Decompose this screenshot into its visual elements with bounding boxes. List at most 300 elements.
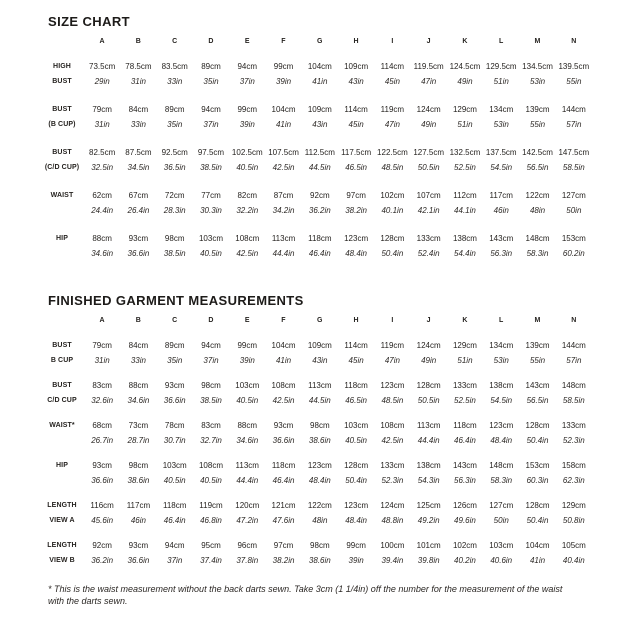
measurement-cell xyxy=(447,59,483,102)
in-value: 36.6in xyxy=(127,249,150,258)
measurement-cell xyxy=(265,458,301,498)
measurement-cell xyxy=(374,102,410,145)
measurement-cell xyxy=(84,538,120,578)
in-value: 28.7in xyxy=(127,436,150,445)
in-value: 34.2in xyxy=(272,206,295,215)
in-value: 48in xyxy=(312,516,328,525)
cm-value: 73cm xyxy=(128,421,149,430)
measurement-cell xyxy=(229,538,265,578)
in-value: 38.2in xyxy=(345,206,367,215)
measurement-cell xyxy=(229,458,265,498)
column-header-e: E xyxy=(244,38,250,45)
cm-value: 108cm xyxy=(271,381,296,390)
waist-footnote: * This is the waist measurement without the back darts sewn. Take 3cm (1 1/4in) off the number for the measurement of the waist with the darts sewn. xyxy=(48,584,563,606)
cm-value: 98cm xyxy=(164,234,185,243)
measurement-cell xyxy=(411,338,447,378)
in-value: 49in xyxy=(421,356,437,365)
cm-value: 119cm xyxy=(199,501,223,510)
measurement-cell xyxy=(556,498,592,538)
cm-value: 134.5cm xyxy=(522,62,553,71)
in-value: 44.1in xyxy=(454,206,476,215)
in-value: 48.5in xyxy=(381,396,404,405)
in-value: 56.5in xyxy=(526,163,549,172)
measurement-cell xyxy=(411,378,447,418)
in-value: 48.4in xyxy=(308,476,331,485)
in-value: 54.5in xyxy=(490,396,513,405)
cm-value: 108cm xyxy=(380,421,405,430)
in-value: 38.6in xyxy=(308,436,331,445)
in-value: 54.4in xyxy=(454,249,476,258)
in-value: 50.4in xyxy=(381,249,404,258)
column-header-l: L xyxy=(498,38,504,45)
cm-value: 128cm xyxy=(380,234,405,243)
measurement-cell xyxy=(483,102,519,145)
cm-value: 128cm xyxy=(416,381,441,390)
measurement-cell xyxy=(120,538,156,578)
measurement-cell xyxy=(193,102,229,145)
in-value: 51in xyxy=(457,120,473,129)
in-value: 50.5in xyxy=(417,163,440,172)
measurement-cell xyxy=(411,498,447,538)
in-value: 34.6in xyxy=(236,436,259,445)
measurement-cell xyxy=(302,59,338,102)
row-label-line: (B CUP) xyxy=(48,121,76,128)
measurement-cell xyxy=(411,188,447,231)
row-label-line: HIGH xyxy=(53,63,71,70)
in-value: 32.7in xyxy=(200,436,222,445)
measurement-cell xyxy=(447,458,483,498)
cm-value: 119cm xyxy=(380,105,405,114)
table-row xyxy=(40,418,592,458)
in-value: 52.4in xyxy=(417,249,440,258)
measurement-cell xyxy=(120,145,156,188)
row-label-line: HIP xyxy=(56,462,68,469)
cm-value: 147.5cm xyxy=(558,148,590,157)
measurement-cell xyxy=(519,188,555,231)
measurement-cell xyxy=(374,458,410,498)
in-value: 50.8in xyxy=(562,516,585,525)
cm-value: 117cm xyxy=(489,191,513,200)
in-value: 38.2in xyxy=(272,556,295,565)
table-row xyxy=(40,498,592,538)
measurement-cell xyxy=(519,231,555,274)
corner-cell xyxy=(40,38,84,59)
cm-value: 134cm xyxy=(489,105,514,114)
measurement-cell xyxy=(519,458,555,498)
measurement-cell xyxy=(229,418,265,458)
cm-value: 79cm xyxy=(92,341,112,350)
cm-value: 93cm xyxy=(128,234,149,243)
in-value: 40.5in xyxy=(200,476,222,485)
row-label-line: C/D CUP xyxy=(47,397,77,404)
in-value: 36.2in xyxy=(308,206,331,215)
in-value: 45in xyxy=(348,356,364,365)
in-value: 36.6in xyxy=(163,396,186,405)
measurement-cell xyxy=(84,188,120,231)
in-value: 35in xyxy=(167,120,183,129)
measurement-cell xyxy=(483,59,519,102)
in-value: 60.2in xyxy=(562,249,585,258)
cm-value: 72cm xyxy=(164,191,185,200)
measurement-cell xyxy=(411,538,447,578)
measurement-cell xyxy=(84,458,120,498)
table-row xyxy=(40,59,592,102)
measurement-cell xyxy=(374,145,410,188)
in-value: 36.2in xyxy=(91,556,114,565)
cm-value: 124cm xyxy=(416,105,441,114)
in-value: 53in xyxy=(529,77,546,86)
in-value: 54.5in xyxy=(490,163,513,172)
cm-value: 104cm xyxy=(307,62,332,71)
cm-value: 143cm xyxy=(452,461,477,470)
measurement-cell xyxy=(229,102,265,145)
in-value: 50.4in xyxy=(345,476,367,485)
measurement-cell xyxy=(265,538,301,578)
in-value: 44.4in xyxy=(417,436,440,445)
in-value: 26.4in xyxy=(127,206,150,215)
cm-value: 93cm xyxy=(92,461,112,470)
in-value: 34.6in xyxy=(91,249,114,258)
in-value: 40.6in xyxy=(490,556,513,565)
in-value: 38.5in xyxy=(200,396,222,405)
measurement-cell xyxy=(338,231,374,274)
column-header-h: H xyxy=(353,38,359,45)
cm-value: 133cm xyxy=(452,381,477,390)
in-value: 31in xyxy=(94,356,110,365)
measurement-cell xyxy=(157,188,193,231)
measurement-cell xyxy=(338,538,374,578)
in-value: 62.3in xyxy=(562,476,585,485)
measurement-cell xyxy=(556,59,592,102)
cm-value: 93cm xyxy=(128,541,149,550)
in-value: 34.5in xyxy=(127,163,150,172)
measurement-cell xyxy=(447,188,483,231)
cm-value: 78cm xyxy=(164,421,185,430)
in-value: 46.4in xyxy=(308,249,331,258)
in-value: 44.4in xyxy=(272,249,295,258)
cm-value: 117.5cm xyxy=(341,148,372,157)
in-value: 50in xyxy=(493,516,509,525)
column-header-j: J xyxy=(426,317,431,324)
cm-value: 127.5cm xyxy=(413,148,445,157)
cm-value: 114cm xyxy=(380,62,405,71)
in-value: 49.2in xyxy=(417,516,440,525)
cm-value: 142.5cm xyxy=(522,148,553,157)
cm-value: 120cm xyxy=(235,501,260,510)
cm-value: 83cm xyxy=(201,421,221,430)
measurement-cell xyxy=(193,59,229,102)
measurement-cell xyxy=(556,538,592,578)
cm-value: 148cm xyxy=(561,381,586,390)
column-header-m: M xyxy=(534,317,541,324)
measurement-cell xyxy=(193,338,229,378)
cm-value: 112cm xyxy=(453,191,477,200)
column-header-b: B xyxy=(135,317,142,324)
cm-value: 128cm xyxy=(525,421,550,430)
in-value: 36.6in xyxy=(272,436,295,445)
row-label-line: LENGTH xyxy=(47,542,77,549)
in-value: 39in xyxy=(348,556,364,565)
in-value: 58.3in xyxy=(490,476,513,485)
row-label-line: BUST xyxy=(52,342,72,349)
measurement-cell xyxy=(483,538,519,578)
cm-value: 101cm xyxy=(416,541,441,550)
table-row xyxy=(40,338,592,378)
measurement-cell xyxy=(265,498,301,538)
in-value: 57in xyxy=(566,120,582,129)
measurement-cell xyxy=(411,59,447,102)
cm-value: 78.5cm xyxy=(125,62,152,71)
column-header-c: C xyxy=(172,317,178,324)
cm-value: 87cm xyxy=(273,191,294,200)
measurement-cell xyxy=(374,231,410,274)
in-value: 47in xyxy=(421,77,437,86)
cm-value: 125cm xyxy=(416,501,441,510)
cm-value: 118cm xyxy=(453,421,477,430)
cm-value: 153cm xyxy=(525,461,550,470)
row-label-line: LENGTH xyxy=(47,502,77,509)
measurement-cell xyxy=(447,418,483,458)
measurement-cell xyxy=(120,458,156,498)
measurement-cell xyxy=(120,231,156,274)
measurement-cell xyxy=(229,231,265,274)
cm-value: 98cm xyxy=(201,381,221,390)
cm-value: 139cm xyxy=(525,341,550,350)
in-value: 48.8in xyxy=(381,516,404,525)
cm-value: 113cm xyxy=(416,421,441,430)
in-value: 40.5in xyxy=(236,396,259,405)
measurement-cell xyxy=(120,188,156,231)
row-label xyxy=(40,498,84,538)
measurement-cell xyxy=(556,102,592,145)
measurement-cell xyxy=(338,498,374,538)
cm-value: 93cm xyxy=(273,421,294,430)
measurement-cell xyxy=(519,145,555,188)
in-value: 46.5in xyxy=(345,163,367,172)
measurement-cell xyxy=(120,498,156,538)
measurement-cell xyxy=(374,188,410,231)
in-value: 40.5in xyxy=(163,476,186,485)
in-value: 39in xyxy=(239,120,255,129)
in-value: 47.2in xyxy=(236,516,259,525)
cm-value: 158cm xyxy=(561,461,586,470)
measurement-cell xyxy=(483,188,519,231)
cm-value: 118cm xyxy=(162,501,187,510)
measurement-cell xyxy=(302,145,338,188)
measurement-cell xyxy=(84,498,120,538)
measurement-cell xyxy=(157,378,193,418)
measurement-cell xyxy=(411,145,447,188)
in-value: 44.5in xyxy=(308,396,331,405)
cm-value: 83cm xyxy=(92,381,112,390)
in-value: 60.3in xyxy=(526,476,549,485)
cm-value: 126cm xyxy=(452,501,477,510)
in-value: 49in xyxy=(421,120,437,129)
row-label xyxy=(40,338,84,378)
cm-value: 108cm xyxy=(235,234,260,243)
measurement-cell xyxy=(447,338,483,378)
cm-value: 92.5cm xyxy=(161,148,188,157)
measurement-cell xyxy=(265,338,301,378)
in-value: 36.6in xyxy=(91,476,114,485)
measurement-cell xyxy=(374,538,410,578)
row-label-line: B CUP xyxy=(50,357,74,364)
in-value: 42.5in xyxy=(381,436,404,445)
cm-value: 124.5cm xyxy=(449,62,481,71)
measurement-cell xyxy=(483,378,519,418)
column-header-g: G xyxy=(317,38,323,45)
cm-value: 113cm xyxy=(308,381,332,390)
measurement-cell xyxy=(374,338,410,378)
cm-value: 114cm xyxy=(344,341,368,350)
measurement-cell xyxy=(338,378,374,418)
in-value: 38.5in xyxy=(200,163,222,172)
column-header-m: M xyxy=(534,38,541,45)
measurement-cell xyxy=(483,338,519,378)
measurement-cell xyxy=(265,59,301,102)
row-label xyxy=(40,145,84,188)
size-chart-table xyxy=(40,38,592,274)
cm-value: 114cm xyxy=(344,105,368,114)
cm-value: 133cm xyxy=(416,234,441,243)
cm-value: 94cm xyxy=(201,341,221,350)
in-value: 46.8in xyxy=(200,516,222,525)
in-value: 46.4in xyxy=(163,516,186,525)
cm-value: 124cm xyxy=(416,341,441,350)
in-value: 54.3in xyxy=(417,476,440,485)
measurement-cell xyxy=(556,145,592,188)
in-value: 37in xyxy=(203,356,219,365)
measurement-cell xyxy=(157,231,193,274)
in-value: 39.8in xyxy=(417,556,440,565)
measurement-cell xyxy=(120,338,156,378)
cm-value: 138cm xyxy=(416,461,441,470)
cm-value: 122cm xyxy=(525,191,550,200)
in-value: 35in xyxy=(203,77,219,86)
measurement-cell xyxy=(120,418,156,458)
cm-value: 128cm xyxy=(525,501,550,510)
cm-value: 133cm xyxy=(561,421,586,430)
in-value: 42.5in xyxy=(236,249,259,258)
in-value: 40.2in xyxy=(454,556,476,565)
in-value: 53in xyxy=(493,356,509,365)
measurement-cell xyxy=(157,538,193,578)
measurement-cell xyxy=(447,498,483,538)
measurement-cell xyxy=(265,418,301,458)
cm-value: 67cm xyxy=(128,191,149,200)
in-value: 50.4in xyxy=(526,516,549,525)
cm-value: 98cm xyxy=(310,421,330,430)
cm-value: 96cm xyxy=(237,541,258,550)
cm-value: 133cm xyxy=(380,461,405,470)
cm-value: 109cm xyxy=(307,105,332,114)
in-value: 37in xyxy=(203,120,219,129)
cm-value: 88cm xyxy=(92,234,112,243)
cm-value: 127cm xyxy=(489,501,514,510)
finished-garment-table xyxy=(40,317,592,578)
column-header-a: A xyxy=(99,317,105,324)
in-value: 56.5in xyxy=(526,396,549,405)
in-value: 31in xyxy=(130,77,146,86)
in-value: 42.1in xyxy=(417,206,440,215)
measurement-cell xyxy=(302,498,338,538)
measurement-cell xyxy=(374,498,410,538)
measurement-cell xyxy=(157,145,193,188)
measurement-cell xyxy=(84,102,120,145)
measurement-cell xyxy=(447,231,483,274)
in-value: 38.6in xyxy=(127,476,150,485)
in-value: 31in xyxy=(94,120,110,129)
in-value: 58.3in xyxy=(526,249,549,258)
column-header-f: F xyxy=(281,317,286,324)
measurement-cell xyxy=(120,378,156,418)
in-value: 40.5in xyxy=(345,436,367,445)
cm-value: 89cm xyxy=(164,341,185,350)
measurement-cell xyxy=(338,102,374,145)
cm-value: 119.5cm xyxy=(413,62,444,71)
cm-value: 103cm xyxy=(344,421,369,430)
in-value: 45.6in xyxy=(91,516,114,525)
cm-value: 124cm xyxy=(380,501,405,510)
measurement-cell xyxy=(483,145,519,188)
measurement-cell xyxy=(193,458,229,498)
measurement-cell xyxy=(193,188,229,231)
in-value: 36.6in xyxy=(127,556,150,565)
in-value: 45in xyxy=(384,77,400,86)
measurement-cell xyxy=(302,538,338,578)
cm-value: 144cm xyxy=(561,341,586,350)
measurement-cell xyxy=(302,188,338,231)
row-label xyxy=(40,538,84,578)
measurement-cell xyxy=(447,378,483,418)
cm-value: 118cm xyxy=(308,234,332,243)
table-row xyxy=(40,231,592,274)
measurement-cell xyxy=(302,102,338,145)
row-label xyxy=(40,418,84,458)
cm-value: 153cm xyxy=(561,234,586,243)
cm-value: 95cm xyxy=(201,541,221,550)
measurement-cell xyxy=(265,231,301,274)
measurement-cell xyxy=(411,418,447,458)
measurement-cell xyxy=(302,338,338,378)
measurement-cell xyxy=(229,378,265,418)
measurement-cell xyxy=(447,102,483,145)
in-value: 43in xyxy=(312,356,328,365)
table-row xyxy=(40,188,592,231)
cm-value: 79cm xyxy=(92,105,112,114)
cm-value: 113cm xyxy=(235,461,259,470)
column-header-l: L xyxy=(498,317,504,324)
in-value: 32.2in xyxy=(236,206,259,215)
measurement-cell xyxy=(157,458,193,498)
measurement-cell xyxy=(374,418,410,458)
cm-value: 143cm xyxy=(525,381,550,390)
in-value: 37.4in xyxy=(200,556,222,565)
in-value: 43in xyxy=(348,77,364,86)
measurement-cell xyxy=(84,231,120,274)
row-label xyxy=(40,378,84,418)
row-label-line: WAIST* xyxy=(49,422,75,429)
in-value: 52.5in xyxy=(454,396,476,405)
cm-value: 129cm xyxy=(452,105,477,114)
cm-value: 93cm xyxy=(164,381,185,390)
cm-value: 137.5cm xyxy=(485,148,517,157)
measurement-cell xyxy=(374,59,410,102)
measurement-cell xyxy=(302,418,338,458)
cm-value: 99cm xyxy=(237,341,258,350)
in-value: 32.6in xyxy=(91,396,114,405)
table-row xyxy=(40,102,592,145)
